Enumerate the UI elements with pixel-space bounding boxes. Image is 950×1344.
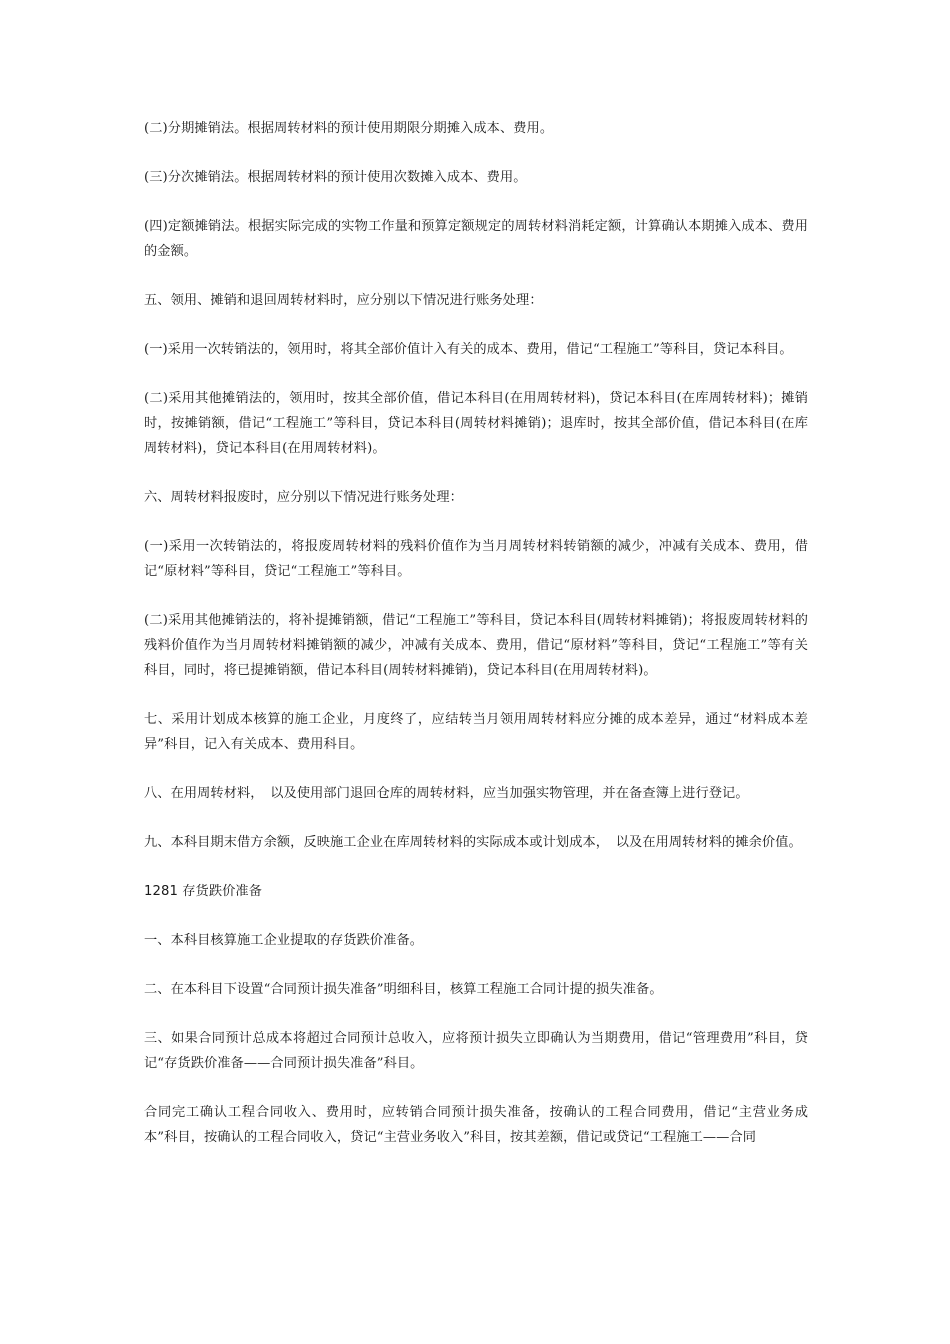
paragraph-section-nine: 九、本科目期末借方余额，反映施工企业在库周转材料的实际成本或计划成本， 以及在用周转材料的摊余价值。 — [144, 835, 802, 850]
section-heading-1281: 1281 存货跌价准备 — [144, 884, 262, 899]
paragraph-other-amortization: (二)采用其他摊销法的，领用时，按其全部价值，借记本科目(在用周转材料)，贷记本科目(在库周转材料)；摊销时，按摊销额，借记“工程施工”等科目，贷记本科目(周转材料摊销)；退库时，按其全部价值，借记本科目(在库周转材料)，贷记本科目(在用周转材料)。 — [144, 391, 808, 456]
paragraph-section-seven: 七、采用计划成本核算的施工企业，月度终了，应结转当月领用周转材料应分摊的成本差异，通过“材料成本差异”科目，记入有关成本、费用科目。 — [144, 712, 808, 752]
paragraph-section-six: 六、周转材料报废时，应分别以下情况进行账务处理： — [144, 490, 463, 505]
paragraph-section-five: 五、领用、摊销和退回周转材料时，应分别以下情况进行账务处理： — [144, 293, 543, 308]
paragraph-inventory-1: 一、本科目核算施工企业提取的存货跌价准备。 — [144, 933, 424, 948]
paragraph-contract-completion: 合同完工确认工程合同收入、费用时，应转销合同预计损失准备，按确认的工程合同费用，借记“主营业务成本”科目，按确认的工程合同收入，贷记“主营业务收入”科目，按其差额，借记或贷记“工程施工——合同 — [144, 1105, 808, 1145]
paragraph-one-time-write-off: (一)采用一次转销法的，领用时，将其全部价值计入有关的成本、费用，借记“工程施工”等科目，贷记本科目。 — [144, 342, 793, 357]
document-body — [144, 116, 808, 1174]
paragraph-section-eight: 八、在用周转材料， 以及使用部门退回仓库的周转材料，应当加强实物管理，并在备查簿上进行登记。 — [144, 786, 749, 801]
paragraph-amortization-by-period: (二)分期摊销法。根据周转材料的预计使用期限分期摊入成本、费用。 — [144, 121, 554, 136]
paragraph-quota-amortization: (四)定额摊销法。根据实际完成的实物工作量和预算定额规定的周转材料消耗定额，计算确认本期摊入成本、费用的金额。 — [144, 219, 808, 259]
paragraph-inventory-2: 二、在本科目下设置“合同预计损失准备”明细科目，核算工程施工合同计提的损失准备。 — [144, 982, 663, 997]
paragraph-inventory-3: 三、如果合同预计总成本将超过合同预计总收入，应将预计损失立即确认为当期费用，借记“管理费用”科目，贷记“存货跌价准备——合同预计损失准备”科目。 — [144, 1031, 808, 1071]
paragraph-scrap-other: (二)采用其他摊销法的，将补提摊销额，借记“工程施工”等科目，贷记本科目(周转材料摊销)；将报废周转材料的残料价值作为当月周转材料摊销额的减少，冲减有关成本、费用，借记“原材料”等科目，贷记“工程施工”等有关科目，同时，将已提摊销额，借记本科目(周转材料摊销)，贷记本科目(在用周转材料)。 — [144, 613, 808, 678]
paragraph-scrap-one-time: (一)采用一次转销法的，将报废周转材料的残料价值作为当月周转材料转销额的减少，冲减有关成本、费用，借记“原材料”等科目，贷记“工程施工”等科目。 — [144, 539, 808, 579]
paragraph-amortization-by-use-count: (三)分次摊销法。根据周转材料的预计使用次数摊入成本、费用。 — [144, 170, 527, 185]
